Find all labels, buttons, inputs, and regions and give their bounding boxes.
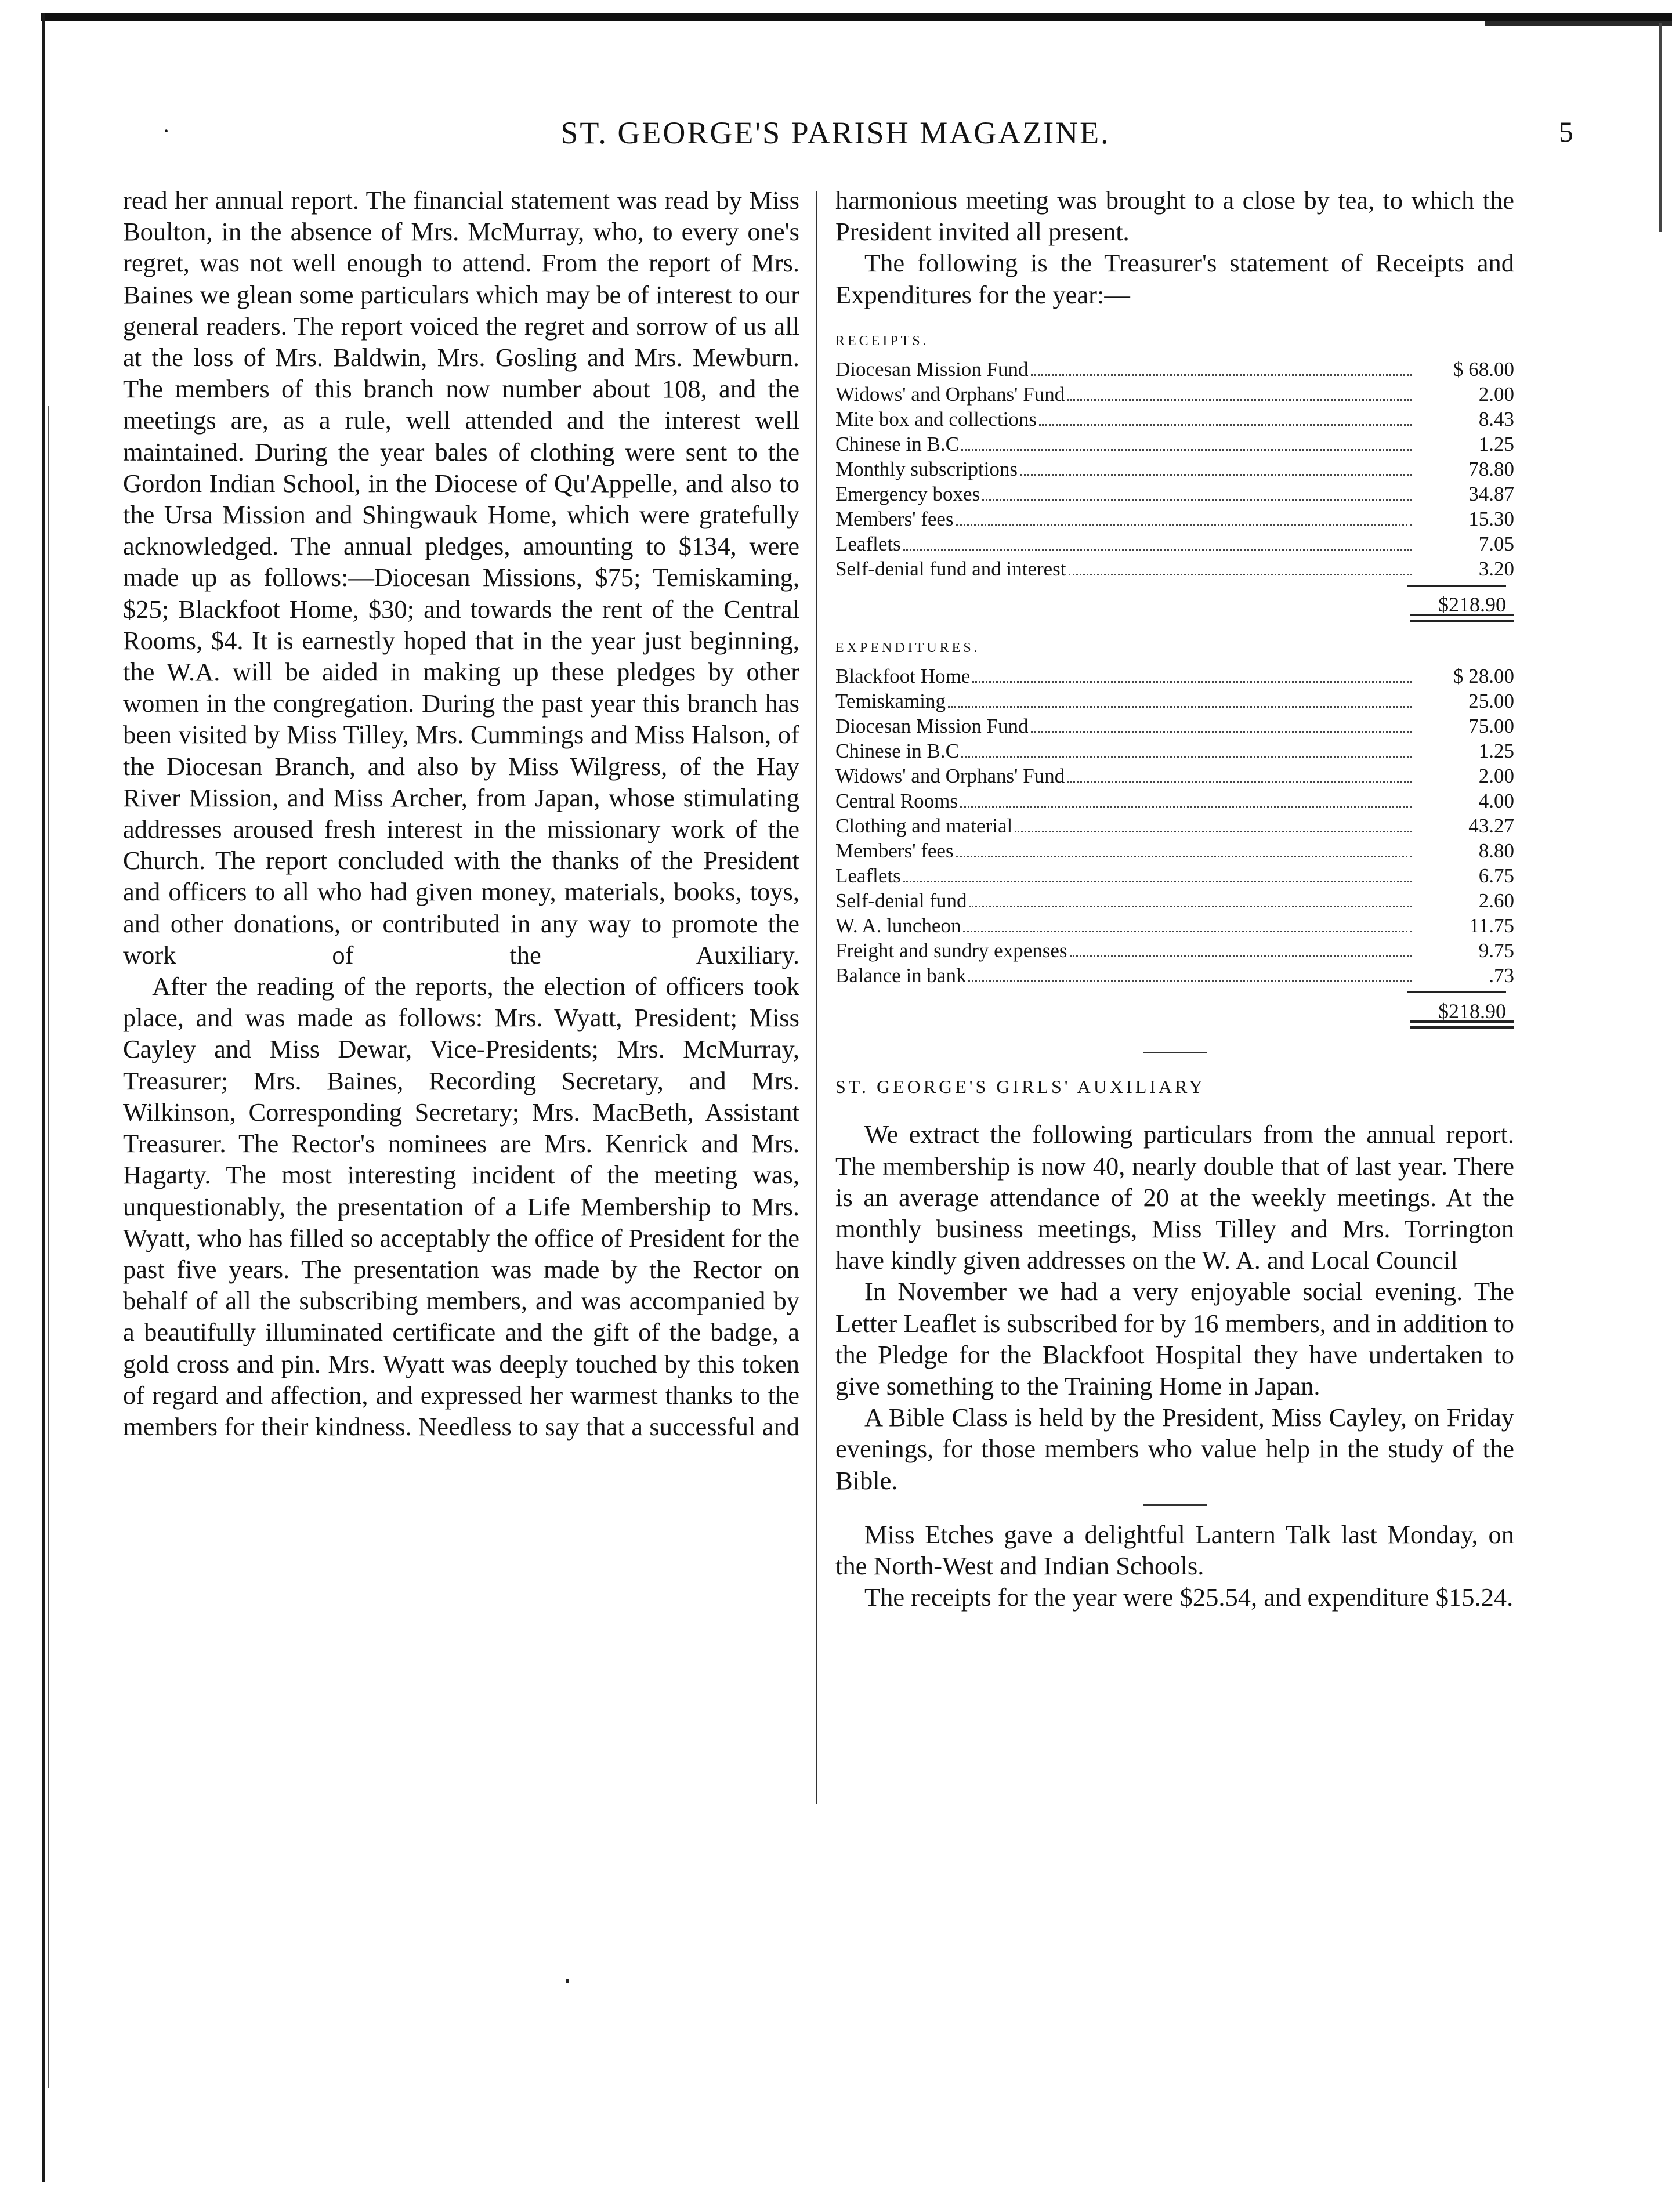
receipt-row [835,457,1514,482]
expenditure-row [835,788,1514,813]
receipts-heading: RECEIPTS. [835,333,929,349]
expenditure-amount: 2.00 [1478,765,1514,788]
receipt-label: Chinese in B.C [835,433,959,456]
receipt-label: Leaflets [835,533,901,556]
ink-speck [566,1979,569,1983]
receipts-total-row [835,581,1514,622]
expenditure-row [835,888,1514,913]
expenditure-label: Leaflets [835,864,901,888]
expenditure-amount: 2.60 [1478,889,1514,913]
expenditure-label: Blackfoot Home [835,665,971,688]
page-header [93,115,1578,161]
receipt-amount: 78.80 [1468,458,1514,481]
expenditure-amount: 25.00 [1468,690,1514,713]
treasurer-intro-paragraph: The following is the Treasurer's statement of Receipts and Expenditures for the year:— [835,248,1514,309]
expenditures-list [835,664,1514,988]
receipt-row [835,407,1514,432]
receipt-row [835,506,1514,531]
bible-class-paragraph: A Bible Class is held by the President, Miss Cayley, on Friday evenings, for those members who value help in the study of the Bible. [835,1403,1514,1495]
expenditure-label: Self-denial fund [835,889,967,913]
expenditure-label: Widows' and Orphans' Fund [835,765,1065,788]
expenditure-amount: 6.75 [1478,864,1514,888]
column-divider [816,191,817,1804]
expenditure-row [835,763,1514,788]
expenditures-total: $218.90 [1407,991,1506,1027]
receipt-row [835,482,1514,506]
expenditure-row [835,863,1514,888]
expenditure-label: Chinese in B.C [835,740,959,763]
right-column [835,184,1514,1613]
scan-right-edge [1659,23,1662,232]
receipt-row [835,382,1514,407]
social-evening-paragraph: In November we had a very enjoyable social evening. The Letter Leaflet is subscribed for by 16 members, and in addition to the Pledge for the Blackfoot Hospital they have undertaken to give something to the Training Home in Japan. [835,1277,1514,1401]
expenditure-row [835,913,1514,938]
girls-auxiliary-paragraph: We extract the following particulars from the annual report. The membership is now 40, nearly double that of last year. There is an average attendance of 20 at the weekly meetings. At the monthly business meetings, Miss Tilley and Mrs. Torrington have kindly given addresses on the W. A. and Local Council [835,1120,1514,1275]
receipt-amount: 8.43 [1478,408,1514,431]
section-divider [1143,1052,1207,1053]
scan-left-edge-shadow [48,406,49,2088]
header-dot: · [162,118,171,144]
expenditure-label: Central Rooms [835,790,958,813]
receipt-label: Mite box and collections [835,408,1037,431]
expenditures-total-row [835,988,1514,1029]
receipt-amount: 1.25 [1478,433,1514,456]
expenditure-amount: .73 [1489,964,1514,987]
expenditure-row [835,838,1514,863]
expenditure-row [835,714,1514,738]
receipt-amount: 34.87 [1468,483,1514,506]
receipt-amount: 7.05 [1478,533,1514,556]
expenditure-row [835,963,1514,988]
expenditure-row [835,689,1514,714]
receipt-row [835,531,1514,556]
expenditure-label: Freight and sundry expenses [835,939,1067,962]
receipt-amount: $ 68.00 [1453,358,1514,381]
receipt-row [835,357,1514,382]
expenditure-amount: 11.75 [1469,914,1514,937]
scan-left-edge [42,13,45,2182]
magazine-title: ST. GEORGE'S PARISH MAGAZINE. [560,115,1110,150]
expenditure-row [835,938,1514,963]
receipts-list [835,357,1514,581]
receipt-amount: 15.30 [1468,508,1514,531]
expenditure-amount: 9.75 [1478,939,1514,962]
expenditure-row [835,813,1514,838]
scan-top-edge [41,13,1672,21]
meeting-close-paragraph: harmonious meeting was brought to a close by tea, to which the President invited all present. [835,186,1514,247]
expenditure-amount: 8.80 [1478,839,1514,863]
expenditure-label: Diocesan Mission Fund [835,715,1029,738]
election-paragraph: After the reading of the reports, the election of officers took place, and was made as follows: Mrs. Wyatt, President; Miss Cayley and Miss Dewar, Vice-Presidents; Mrs. McMurray, Treasurer; Mrs. Baines, Recording Secretary, and Mrs. Wilkinson, Corresponding Secretary; Mrs. MacBeth, Assistant Treasurer. The Rector's nominees are Mrs. Kenrick and Mrs. Hagarty. The most interesting incident of the meeting was, unquestionably, the presentation of a Life Membership to Mrs. Wyatt, who has filled so acceptably the office of President for the past five years. The presentation was made by the Rector on behalf of all the subscribing members, and was accompanied by a beautifully illuminated certificate and the gift of the badge, a gold cross and pin. Mrs. Wyatt was deeply touched by this token of regard and affection, and expressed her warmest thanks to the members for their kindness. Needless to say that a successful and [123,972,799,1441]
double-rule [1410,614,1514,622]
receipt-amount: 2.00 [1478,383,1514,406]
expenditure-amount: 1.25 [1478,740,1514,763]
expenditures-heading: EXPENDITURES. [835,640,980,656]
left-column [123,184,799,1442]
receipt-row [835,432,1514,457]
expenditure-label: Clothing and material [835,814,1013,838]
expenditure-label: Members' fees [835,839,954,863]
receipt-label: Members' fees [835,508,954,531]
expenditure-label: Balance in bank [835,964,967,987]
lantern-talk-paragraph: Miss Etches gave a delightful Lantern Talk last Monday, on the North-West and Indian Schools. [835,1519,1514,1581]
receipt-label: Emergency boxes [835,483,980,506]
receipt-row [835,556,1514,581]
receipt-label: Self-denial fund and interest [835,557,1066,581]
expenditure-amount: 75.00 [1468,715,1514,738]
receipt-label: Monthly subscriptions [835,458,1018,481]
expenditure-row [835,738,1514,763]
expenditure-label: W. A. luncheon [835,914,961,937]
double-rule [1410,1020,1514,1029]
section-divider [1143,1504,1207,1506]
receipt-amount: 3.20 [1478,557,1514,581]
expenditure-row [835,664,1514,689]
receipts-summary-paragraph: The receipts for the year were $25.54, and expenditure $15.24. [864,1583,1514,1612]
wa-report-paragraph: read her annual report. The financial statement was read by Miss Boulton, in the absence of Mrs. McMurray, who, to every one's regret, was not well enough to attend. From the report of Mrs. Baines we glean some particulars which may be of interest to our general readers. The report voiced the regret and sorrow of us all at the loss of Mrs. Baldwin, Mrs. Gosling and Mrs. Mewburn. The members of this branch now number about 108, and the meetings are, as a rule, well attended and the interest well maintained. During the year bales of clothing were sent to the Gordon Indian School, in the Diocese of Qu'Appelle, and also to the Ursa Mission and Shingwauk Home, which were gratefully acknowledged. The annual pledges, amounting to $134, were made up as follows:—Diocesan Missions, $75; Temiskaming, $25; Blackfoot Home, $30; and towards the rent of the Central Rooms, $4. It is earnestly hoped that in the year just beginning, the W.A. will be aided in making up these pledges by other women in the congregation. During the past year this branch has been visited by Miss Tilley, Mrs. Cummings and Miss Halson, of the Diocesan Branch, and also by Miss Wilgress, of the Hay River Mission, and Miss Archer, from Japan, whose stimulating addresses aroused fresh interest in the missionary work of the Church. The report concluded with the thanks of the President and officers to all who had given money, materials, books, toys, and other donations, or contributed in any way to promote the work of the Auxiliary. [123,186,799,969]
receipt-label: Widows' and Orphans' Fund [835,383,1065,406]
expenditure-amount: 43.27 [1468,814,1514,838]
scan-top-edge-fragment [1485,21,1672,26]
receipts-total: $218.90 [1407,585,1506,620]
girls-auxiliary-title: ST. GEORGE'S GIRLS' AUXILIARY [835,1076,1206,1098]
expenditure-amount: 4.00 [1478,790,1514,813]
expenditure-amount: $ 28.00 [1453,665,1514,688]
receipt-label: Diocesan Mission Fund [835,358,1029,381]
expenditure-label: Temiskaming [835,690,946,713]
page-number: 5 [1559,115,1573,148]
